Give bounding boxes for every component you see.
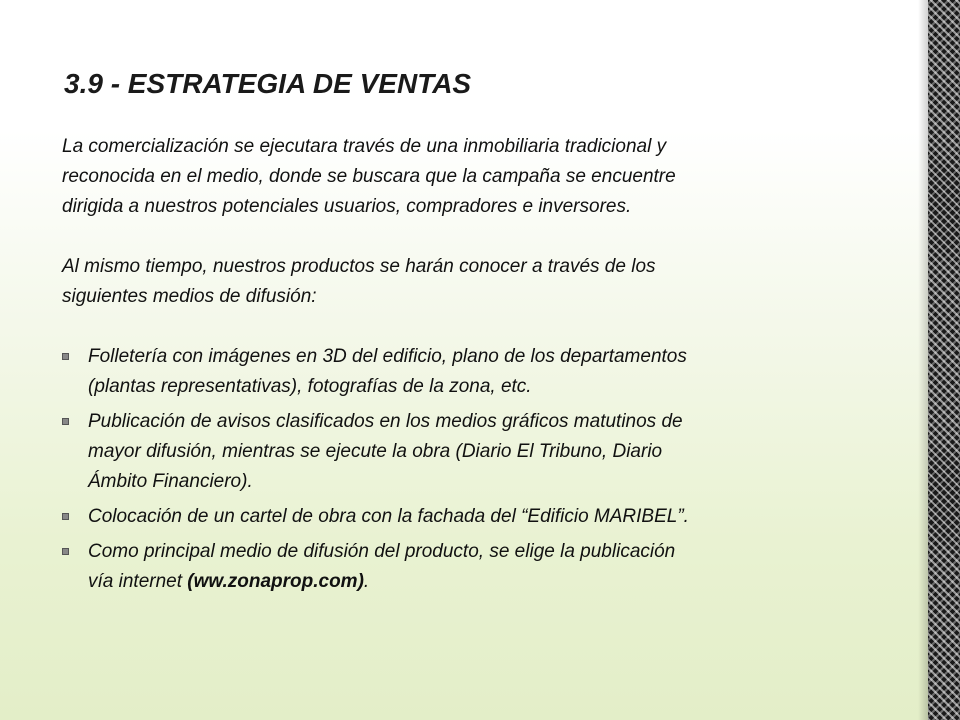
text-fragment: . [363, 571, 370, 592]
text-line [88, 567, 852, 597]
border-shadow [918, 0, 928, 720]
square-bullet-icon [62, 418, 69, 425]
text-line: dirigida a nuestros potenciales usuarios, compradores e inversores. [62, 196, 632, 217]
bullet-list [62, 342, 852, 597]
slide-title: 3.9 - ESTRATEGIA DE VENTAS [64, 68, 472, 99]
text-fragment: vía internet [88, 571, 188, 592]
text-line: Publicación de avisos clasificados en los medios gráficos matutinos de [88, 411, 683, 432]
text-line: Ámbito Financiero). [88, 471, 253, 492]
square-bullet-icon [62, 548, 69, 555]
list-item [62, 537, 852, 597]
text-line: (plantas representativas), fotografías de la zona, etc. [88, 376, 532, 397]
paragraph-media-intro [62, 252, 852, 312]
slide-body [62, 132, 852, 602]
square-bullet-icon [62, 513, 69, 520]
decorative-border-strip [928, 0, 960, 720]
list-item [62, 342, 852, 402]
list-item [62, 502, 852, 532]
square-bullet-icon [62, 353, 69, 360]
text-line: Como principal medio de difusión del producto, se elige la publicación [88, 541, 676, 562]
text-line: reconocida en el medio, donde se buscara que la campaña se encuentre [62, 166, 676, 187]
text-line: Colocación de un cartel de obra con la fachada del “Edificio MARIBEL”. [88, 506, 689, 527]
list-item [62, 407, 852, 497]
paragraph-intro [62, 132, 852, 222]
text-line: mayor difusión, mientras se ejecute la obra (Diario El Tribuno, Diario [88, 441, 663, 462]
text-line: Al mismo tiempo, nuestros productos se harán conocer a través de los [62, 256, 656, 277]
text-line: La comercialización se ejecutara través de una inmobiliaria tradicional y [62, 136, 667, 157]
text-line: siguientes medios de difusión: [62, 286, 317, 307]
text-line: Folletería con imágenes en 3D del edificio, plano de los departamentos [88, 346, 687, 367]
website-reference: (ww.zonaprop.com) [187, 571, 364, 592]
